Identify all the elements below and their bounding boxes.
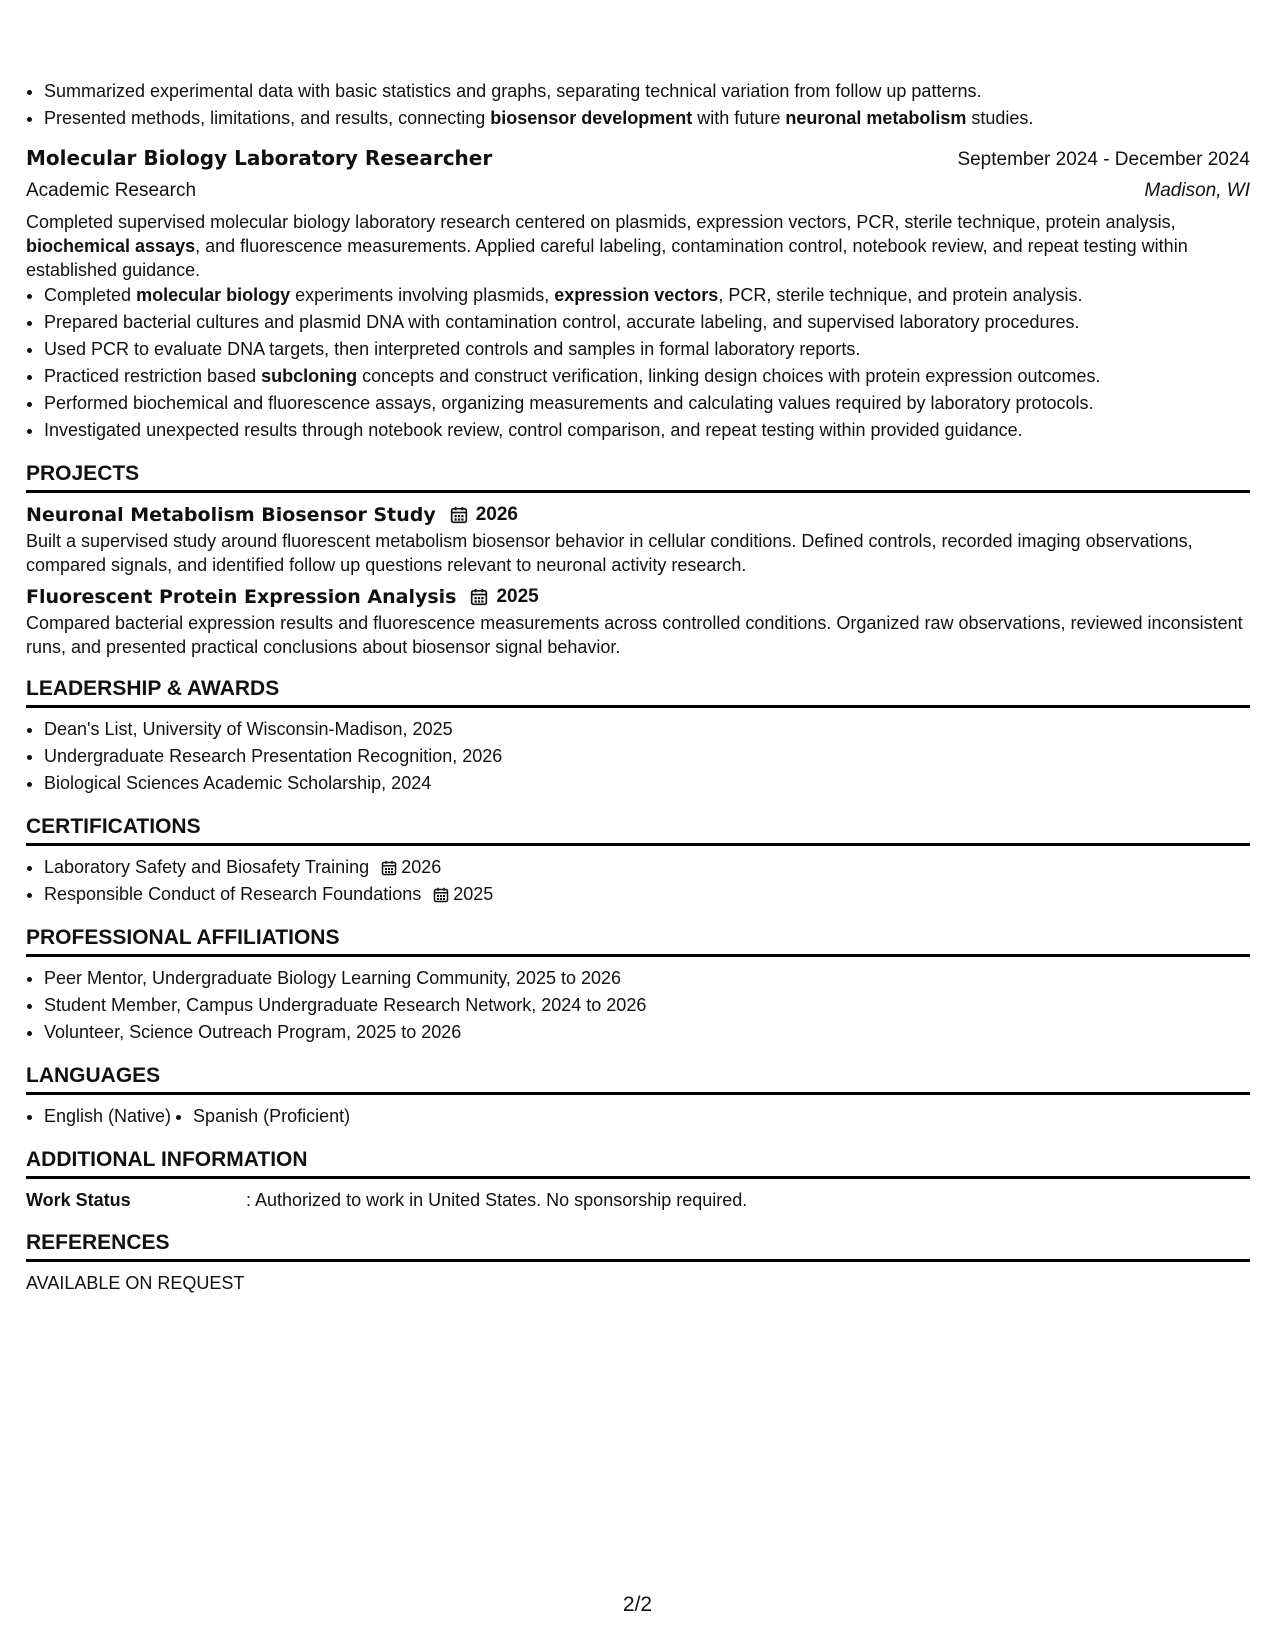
languages-list [26, 1103, 1250, 1130]
calendar-icon [381, 860, 397, 876]
certification-year: 2026 [401, 857, 442, 877]
bold-keyword: biochemical assays [26, 236, 196, 256]
affiliations-list [26, 965, 1250, 1046]
list-item: • Investigated unexpected results through notebook review, control comparison, and repeat testing within provided guidance. [44, 417, 1250, 444]
job-title: Molecular Biology Laboratory Researcher [26, 146, 493, 170]
bold-keyword: molecular biology [136, 285, 291, 305]
certification-name: Responsible Conduct of Research Foundations [44, 884, 422, 904]
bold-keyword: expression vectors [554, 285, 719, 305]
section-heading-languages: LANGUAGES [26, 1062, 1250, 1095]
calendar-icon [433, 887, 449, 903]
project-year: 2025 [496, 586, 539, 607]
resume-page [26, 78, 1250, 1296]
list-item: • Volunteer, Science Outreach Program, 2025 to 2026 [44, 1019, 1250, 1046]
section-heading-references: REFERENCES [26, 1229, 1250, 1262]
intro-bullet-list [26, 78, 1250, 132]
calendar-icon [470, 588, 488, 606]
section-heading-affiliations: PROFESSIONAL AFFILIATIONS [26, 924, 1250, 957]
list-item: • Completed molecular biology experiments involving plasmids, expression vectors, PCR, sterile technique, and protein analysis. [44, 282, 1250, 309]
work-status-label: Work Status [26, 1190, 131, 1210]
list-item: • Undergraduate Research Presentation Recognition, 2026 [44, 743, 1250, 770]
job-header [26, 142, 1250, 176]
list-item: • English (Native) [44, 1103, 171, 1130]
bold-keyword: subcloning [261, 366, 358, 386]
list-item: • Prepared bacterial cultures and plasmid DNA with contamination control, accurate labeling, and supervised laboratory procedures. [44, 309, 1250, 336]
list-item [44, 854, 1250, 881]
job-location: Madison, WI [1144, 180, 1250, 201]
page-number: 2/2 [622, 1593, 653, 1616]
job-bullet-list [26, 282, 1250, 444]
project-description: Compared bacterial expression results and fluorescence measurements across controlled conditions. Organized raw observations, reviewed inconsistent runs, and presented practical conclusions about biosensor signal behavior. [26, 613, 1243, 657]
project-year: 2026 [475, 504, 518, 525]
section-heading-additional-info: ADDITIONAL INFORMATION [26, 1146, 1250, 1179]
calendar-icon [450, 506, 468, 524]
section-heading-certifications: CERTIFICATIONS [26, 813, 1250, 846]
list-item: • Presented methods, limitations, and results, connecting biosensor development with future neuronal metabolism studies. [44, 105, 1250, 132]
project-header [26, 583, 1250, 611]
list-item: • Spanish (Proficient) [193, 1103, 350, 1130]
list-item [44, 881, 1250, 908]
list-item: • Performed biochemical and fluorescence assays, organizing measurements and calculating values required by laboratory protocols. [44, 390, 1250, 417]
references-text: AVAILABLE ON REQUEST [26, 1273, 245, 1293]
job-subheader [26, 176, 1250, 206]
project-title: Neuronal Metabolism Biosensor Study [26, 504, 436, 526]
list-item: • Dean's List, University of Wisconsin-Madison, 2025 [44, 716, 1250, 743]
work-status-row [26, 1187, 1250, 1213]
list-item: • Peer Mentor, Undergraduate Biology Learning Community, 2025 to 2026 [44, 965, 1250, 992]
section-heading-projects: PROJECTS [26, 460, 1250, 493]
bold-keyword: biosensor development [490, 108, 693, 128]
job-organization: Academic Research [26, 180, 197, 201]
section-heading-leadership: LEADERSHIP & AWARDS [26, 675, 1250, 708]
work-status-value: : Authorized to work in United States. No sponsorship required. [246, 1190, 748, 1210]
certification-name: Laboratory Safety and Biosafety Training [44, 857, 370, 877]
job-dates: September 2024 - December 2024 [957, 149, 1250, 170]
list-item: • Practiced restriction based subcloning concepts and construct verification, linking design choices with protein expression outcomes. [44, 363, 1250, 390]
list-item: • Student Member, Campus Undergraduate Research Network, 2024 to 2026 [44, 992, 1250, 1019]
job-description: Completed supervised molecular biology laboratory research centered on plasmids, expression vectors, PCR, sterile technique, protein analysis, biochemical assays, and fluorescence measurements. Applied careful labeling, contamination control, notebook review, and repeat testing within established guidance. [26, 212, 1188, 280]
list-item: • Summarized experimental data with basic statistics and graphs, separating technical variation from follow up patterns. [44, 78, 1250, 105]
list-item: • Used PCR to evaluate DNA targets, then interpreted controls and samples in formal laboratory reports. [44, 336, 1250, 363]
project-description: Built a supervised study around fluorescent metabolism biosensor behavior in cellular conditions. Defined controls, recorded imaging observations, compared signals, and identified follow up questions relevant to neuronal activity research. [26, 531, 1193, 575]
certification-year: 2025 [453, 884, 494, 904]
project-header [26, 501, 1250, 529]
certifications-list [26, 854, 1250, 908]
project-title: Fluorescent Protein Expression Analysis [26, 586, 457, 608]
bold-keyword: neuronal metabolism [785, 108, 967, 128]
leadership-list [26, 716, 1250, 797]
list-item: • Biological Sciences Academic Scholarship, 2024 [44, 770, 1250, 797]
